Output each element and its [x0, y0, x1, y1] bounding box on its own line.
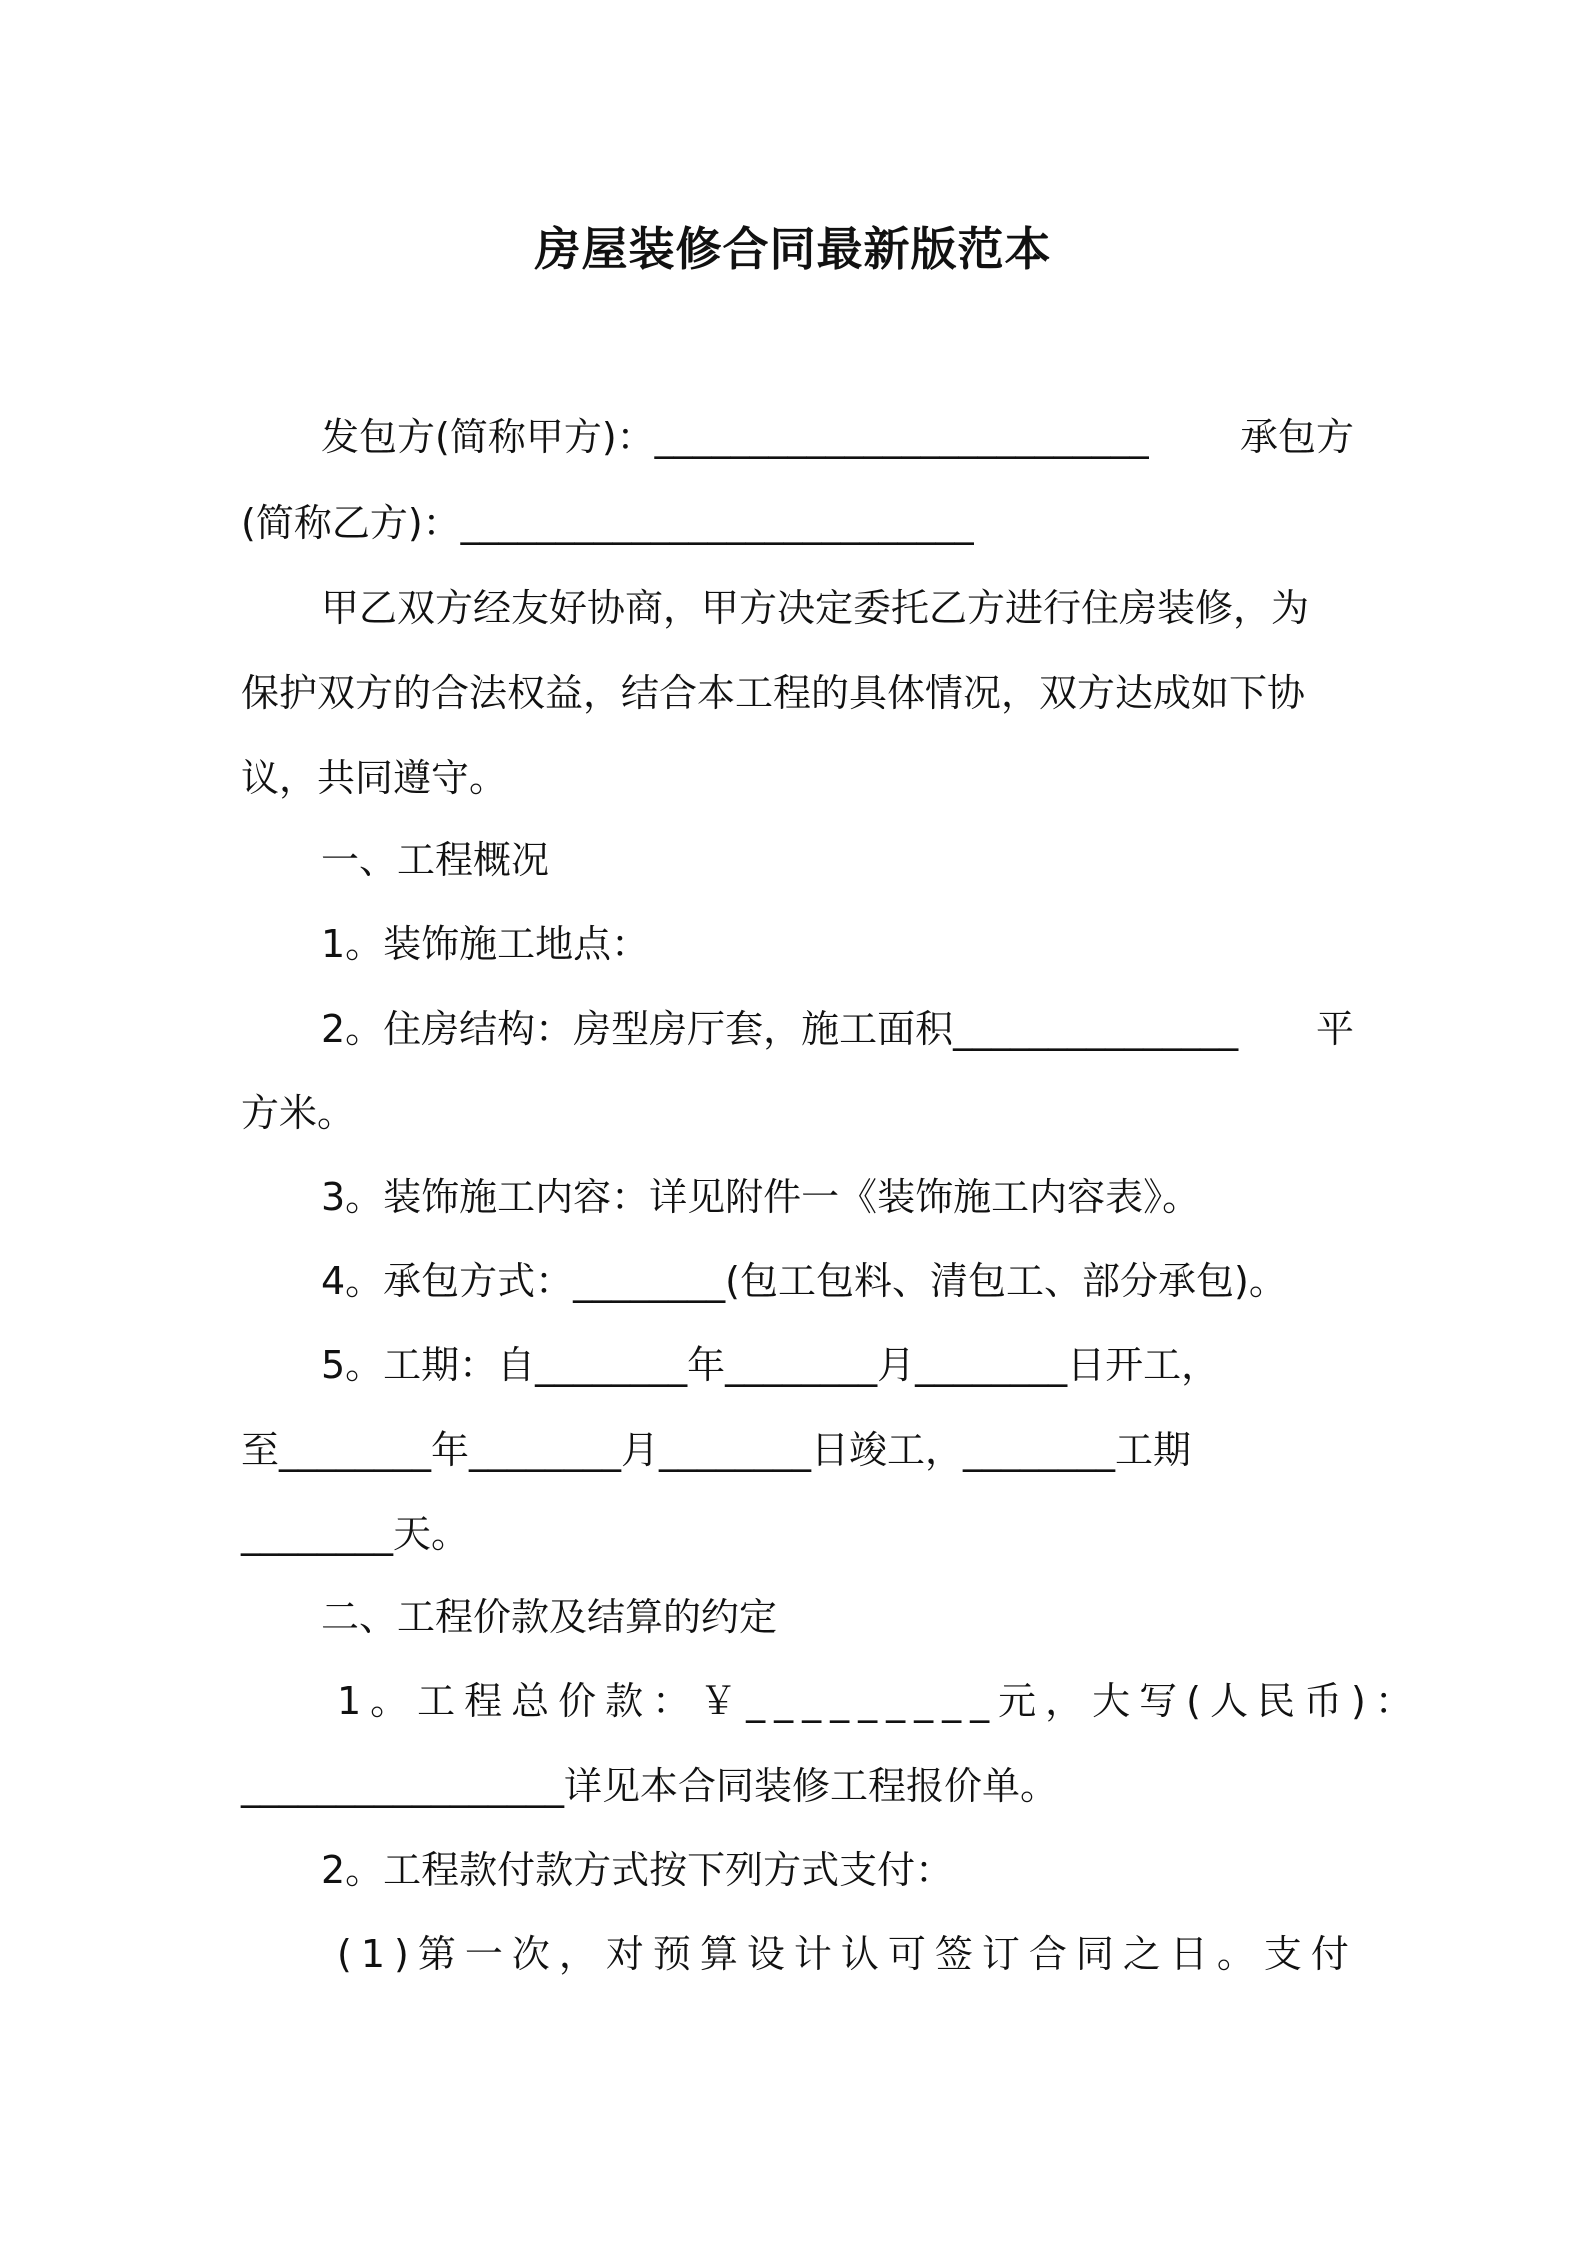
clause-2-2: 2。工程款付款方式按下列方式支付：	[321, 1848, 954, 1892]
clause-1-1: 1。装饰施工地点：	[321, 922, 650, 966]
party-b-line: (简称乙方)：___________________________	[241, 501, 974, 545]
clause-2-1-cont: _________________详见本合同装修工程报价单。	[241, 1764, 1059, 1808]
preamble-line-3: 议，共同遵守。	[241, 756, 508, 800]
clause-2-1: 1。工程总价款：￥_________元，大写(人民币)：	[337, 1679, 1422, 1723]
clause-2-2-1: (1)第一次，对预算设计认可签订合同之日。支付	[337, 1932, 1358, 1976]
preamble-line-1: 甲乙双方经友好协商，甲方决定委托乙方进行住房装修，为	[321, 586, 1310, 630]
clause-1-2: 2。住房结构：房型房厅套，施工面积_______________	[321, 1007, 1239, 1051]
document-title: 房屋装修合同最新版范本	[534, 222, 1052, 276]
clause-1-5: 5。工期：自________年________月________日开工，	[321, 1343, 1220, 1387]
preamble-line-2: 保护双方的合法权益，结合本工程的具体情况，双方达成如下协	[241, 671, 1306, 715]
section-heading-1: 一、工程概况	[321, 838, 550, 882]
clause-1-5-cont: 至________年________月________日竣工，________工期	[241, 1428, 1192, 1472]
clause-1-2-cont: 方米。	[241, 1091, 356, 1135]
clause-1-3: 3。装饰施工内容：详见附件一《装饰施工内容表》。	[321, 1175, 1201, 1219]
clause-1-2-unit: 平	[1315, 1007, 1354, 1051]
section-heading-2: 二、工程价款及结算的约定	[321, 1595, 778, 1639]
clause-1-5-end: ________天。	[241, 1512, 470, 1556]
party-a-line: 发包方(简称甲方)：__________________________	[321, 415, 1149, 459]
party-b-label: 承包方	[1239, 415, 1354, 459]
clause-1-4: 4。承包方式：________(包工包料、清包工、部分承包)。	[321, 1259, 1287, 1303]
